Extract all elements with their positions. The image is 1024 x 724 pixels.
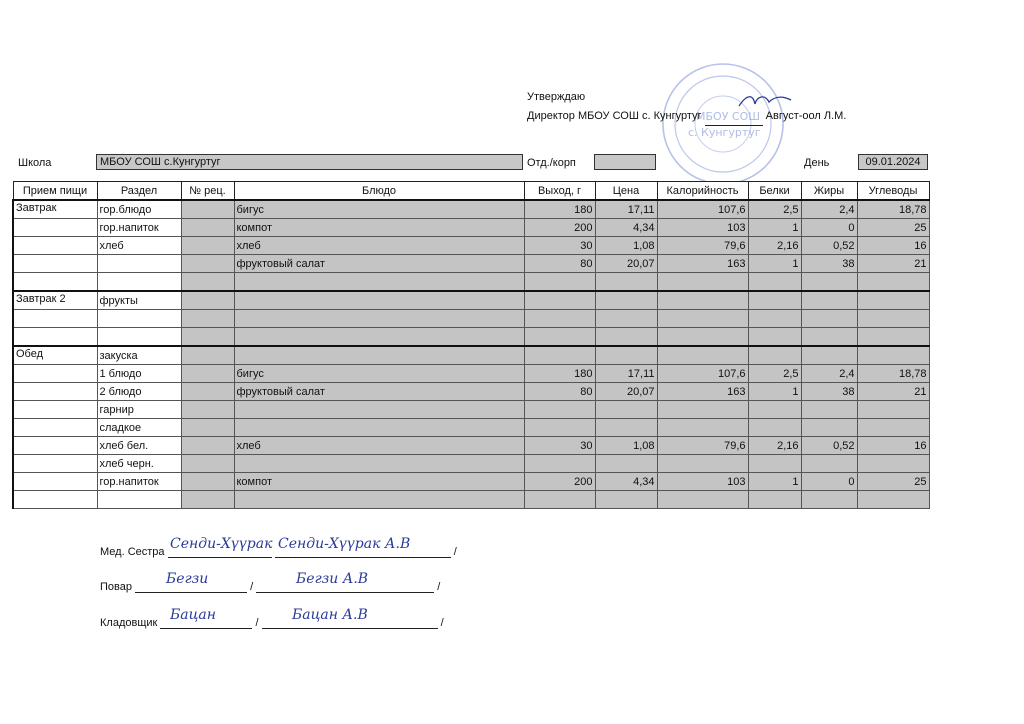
cell-price — [595, 419, 657, 437]
store-signature-handwriting: Бацан — [170, 607, 216, 623]
cell-section: гор.напиток — [97, 473, 181, 491]
table-row — [13, 346, 929, 365]
cell-price: 4,34 — [595, 219, 657, 237]
nurse-signature-handwriting: Сенди-Хүүрак — [170, 536, 273, 552]
cell-dish: фруктовый салат — [234, 383, 524, 401]
cell-cal — [657, 455, 748, 473]
table-row — [13, 255, 929, 273]
cell-rec — [181, 383, 234, 401]
cell-out — [524, 328, 595, 347]
cell-carb: 25 — [857, 219, 929, 237]
cell-dish — [234, 419, 524, 437]
cell-rec — [181, 473, 234, 491]
cell-fat: 38 — [801, 383, 857, 401]
cell-price — [595, 401, 657, 419]
day-label: День — [804, 157, 830, 169]
cell-meal — [13, 419, 97, 437]
cell-out: 30 — [524, 437, 595, 455]
cell-prot: 1 — [748, 255, 801, 273]
cell-price — [595, 291, 657, 310]
approval-block — [527, 88, 846, 126]
cell-cal — [657, 310, 748, 328]
director-signature — [735, 90, 795, 112]
cell-cal — [657, 346, 748, 365]
cell-price: 1,08 — [595, 237, 657, 255]
cell-fat: 38 — [801, 255, 857, 273]
store-name-handwriting: Бацан А.В — [292, 607, 368, 623]
cell-section — [97, 310, 181, 328]
cell-cal: 163 — [657, 255, 748, 273]
cell-dish: хлеб — [234, 237, 524, 255]
cell-out — [524, 401, 595, 419]
cell-price — [595, 273, 657, 292]
cell-rec — [181, 419, 234, 437]
cell-out: 30 — [524, 237, 595, 255]
cell-out: 180 — [524, 200, 595, 219]
table-row — [13, 491, 929, 509]
cell-price: 17,11 — [595, 200, 657, 219]
director-signature-line — [705, 111, 763, 126]
cell-prot: 2,16 — [748, 437, 801, 455]
cell-carb — [857, 291, 929, 310]
cell-cal — [657, 401, 748, 419]
svg-text:с. Кунгуртуг: с. Кунгуртуг — [688, 126, 761, 139]
cell-section — [97, 255, 181, 273]
separator: / — [255, 617, 259, 629]
cell-prot: 2,16 — [748, 237, 801, 255]
separator: / — [437, 581, 441, 593]
table-header-row — [13, 182, 929, 201]
store-signature-row — [100, 614, 444, 629]
menu-table — [12, 181, 930, 509]
cell-out — [524, 310, 595, 328]
column-header: Выход, г — [524, 182, 595, 201]
cell-fat — [801, 273, 857, 292]
cell-rec — [181, 291, 234, 310]
approval-director-name: Август-оол Л.М. — [765, 110, 847, 122]
cell-price: 17,11 — [595, 365, 657, 383]
cell-carb — [857, 419, 929, 437]
cell-section: хлеб бел. — [97, 437, 181, 455]
cell-cal — [657, 273, 748, 292]
cell-rec — [181, 437, 234, 455]
cell-meal: Обед — [13, 346, 97, 365]
cell-cal — [657, 491, 748, 509]
cell-fat — [801, 491, 857, 509]
cell-price: 1,08 — [595, 437, 657, 455]
cell-meal — [13, 383, 97, 401]
cell-carb — [857, 273, 929, 292]
cell-carb: 16 — [857, 237, 929, 255]
cell-dish: компот — [234, 219, 524, 237]
store-label: Кладовщик — [100, 617, 158, 629]
cell-prot — [748, 491, 801, 509]
dept-field[interactable] — [594, 154, 656, 170]
cell-meal — [13, 273, 97, 292]
cook-label: Повар — [100, 581, 132, 593]
cell-rec — [181, 255, 234, 273]
cell-section: фрукты — [97, 291, 181, 310]
cell-fat — [801, 310, 857, 328]
cell-dish: хлеб — [234, 437, 524, 455]
column-header: Раздел — [97, 182, 181, 201]
dept-label: Отд./корп — [527, 157, 576, 169]
cell-out — [524, 491, 595, 509]
table-row — [13, 291, 929, 310]
cell-prot: 1 — [748, 473, 801, 491]
cell-section: гор.блюдо — [97, 200, 181, 219]
cell-cal: 103 — [657, 219, 748, 237]
cell-carb — [857, 455, 929, 473]
cell-prot: 1 — [748, 383, 801, 401]
cell-prot — [748, 419, 801, 437]
cell-meal — [13, 255, 97, 273]
table-row — [13, 328, 929, 347]
day-field[interactable]: 09.01.2024 — [858, 154, 928, 170]
approval-director — [527, 107, 846, 126]
cell-rec — [181, 310, 234, 328]
cell-carb: 16 — [857, 437, 929, 455]
cell-fat — [801, 346, 857, 365]
cell-meal — [13, 237, 97, 255]
cell-section: хлеб — [97, 237, 181, 255]
cell-dish — [234, 401, 524, 419]
cell-meal — [13, 437, 97, 455]
cook-name-handwriting: Бегзи А.В — [296, 571, 369, 587]
nurse-name-handwriting: Сенди-Хүүрак А.В — [278, 536, 411, 552]
cell-section: хлеб черн. — [97, 455, 181, 473]
cell-out: 180 — [524, 365, 595, 383]
cell-prot: 1 — [748, 219, 801, 237]
cell-section: сладкое — [97, 419, 181, 437]
cell-fat — [801, 291, 857, 310]
cell-rec — [181, 455, 234, 473]
cell-price: 4,34 — [595, 473, 657, 491]
cell-carb — [857, 310, 929, 328]
column-header: Жиры — [801, 182, 857, 201]
cell-dish: компот — [234, 473, 524, 491]
cell-fat: 0,52 — [801, 237, 857, 255]
cell-cal: 107,6 — [657, 200, 748, 219]
cell-carb: 21 — [857, 255, 929, 273]
cell-out — [524, 291, 595, 310]
cell-fat — [801, 401, 857, 419]
cell-meal — [13, 219, 97, 237]
cell-dish — [234, 328, 524, 347]
cell-dish — [234, 491, 524, 509]
cell-cal — [657, 328, 748, 347]
cell-price — [595, 328, 657, 347]
column-header: Цена — [595, 182, 657, 201]
approval-director-title: Директор МБОУ СОШ с. Кунгуртуг — [527, 110, 702, 122]
cell-out — [524, 346, 595, 365]
cell-rec — [181, 273, 234, 292]
cell-price: 20,07 — [595, 383, 657, 401]
cell-out: 200 — [524, 219, 595, 237]
cell-meal — [13, 401, 97, 419]
table-row — [13, 219, 929, 237]
cell-cal: 79,6 — [657, 437, 748, 455]
table-row — [13, 383, 929, 401]
cell-dish — [234, 310, 524, 328]
cell-prot — [748, 310, 801, 328]
cell-prot: 2,5 — [748, 200, 801, 219]
cell-prot — [748, 346, 801, 365]
svg-text:МБОУ СОШ: МБОУ СОШ — [696, 110, 760, 123]
cell-carb — [857, 401, 929, 419]
cell-cal — [657, 291, 748, 310]
cook-signature-handwriting: Бегзи — [166, 571, 209, 587]
cell-meal — [13, 455, 97, 473]
table-row — [13, 310, 929, 328]
separator: / — [250, 581, 254, 593]
cell-fat: 2,4 — [801, 365, 857, 383]
table-row — [13, 419, 929, 437]
table-row — [13, 237, 929, 255]
cell-section — [97, 273, 181, 292]
cell-cal: 163 — [657, 383, 748, 401]
separator: / — [453, 546, 457, 558]
cell-out: 80 — [524, 383, 595, 401]
separator: / — [440, 617, 444, 629]
column-header: Калорийность — [657, 182, 748, 201]
column-header: № рец. — [181, 182, 234, 201]
menu-table-body — [13, 182, 929, 509]
cell-prot — [748, 328, 801, 347]
cell-out: 80 — [524, 255, 595, 273]
cell-meal — [13, 310, 97, 328]
cell-cal — [657, 419, 748, 437]
cell-carb — [857, 346, 929, 365]
cell-prot — [748, 273, 801, 292]
cell-meal — [13, 491, 97, 509]
column-header: Блюдо — [234, 182, 524, 201]
table-row — [13, 200, 929, 219]
cell-fat: 0,52 — [801, 437, 857, 455]
cell-section: гор.напиток — [97, 219, 181, 237]
cell-carb: 18,78 — [857, 200, 929, 219]
table-row — [13, 365, 929, 383]
cook-signature-row — [100, 578, 440, 593]
cell-dish: бигус — [234, 365, 524, 383]
cell-section: закуска — [97, 346, 181, 365]
cell-carb: 18,78 — [857, 365, 929, 383]
cell-rec — [181, 491, 234, 509]
cell-fat — [801, 419, 857, 437]
cell-rec — [181, 365, 234, 383]
cell-prot: 2,5 — [748, 365, 801, 383]
cell-section: гарнир — [97, 401, 181, 419]
cell-fat — [801, 328, 857, 347]
cell-out — [524, 273, 595, 292]
cell-price — [595, 310, 657, 328]
cell-price — [595, 491, 657, 509]
cell-out — [524, 455, 595, 473]
table-row — [13, 473, 929, 491]
cell-carb — [857, 328, 929, 347]
cell-dish — [234, 346, 524, 365]
cell-meal — [13, 328, 97, 347]
cell-dish — [234, 455, 524, 473]
cell-meal: Завтрак — [13, 200, 97, 219]
cell-carb: 21 — [857, 383, 929, 401]
cell-section: 2 блюдо — [97, 383, 181, 401]
cell-meal — [13, 473, 97, 491]
cell-dish — [234, 273, 524, 292]
cell-rec — [181, 219, 234, 237]
cell-rec — [181, 328, 234, 347]
cell-rec — [181, 401, 234, 419]
cell-fat — [801, 455, 857, 473]
school-field[interactable]: МБОУ СОШ с.Кунгуртуг — [96, 154, 523, 170]
cell-carb — [857, 491, 929, 509]
cell-meal — [13, 365, 97, 383]
cell-out — [524, 419, 595, 437]
cell-dish: бигус — [234, 200, 524, 219]
table-row — [13, 401, 929, 419]
column-header: Белки — [748, 182, 801, 201]
cell-section — [97, 491, 181, 509]
nurse-label: Мед. Сестра — [100, 546, 165, 558]
cell-prot — [748, 455, 801, 473]
table-row — [13, 273, 929, 292]
cell-cal: 79,6 — [657, 237, 748, 255]
approval-title: Утверждаю — [527, 91, 586, 103]
cell-price — [595, 455, 657, 473]
cell-rec — [181, 346, 234, 365]
cell-dish — [234, 291, 524, 310]
cell-prot — [748, 291, 801, 310]
cell-carb: 25 — [857, 473, 929, 491]
cell-prot — [748, 401, 801, 419]
cell-fat: 0 — [801, 219, 857, 237]
cell-cal: 107,6 — [657, 365, 748, 383]
school-label: Школа — [18, 157, 52, 169]
cell-meal: Завтрак 2 — [13, 291, 97, 310]
cell-dish: фруктовый салат — [234, 255, 524, 273]
table-row — [13, 437, 929, 455]
cell-price: 20,07 — [595, 255, 657, 273]
cell-price — [595, 346, 657, 365]
column-header: Прием пищи — [13, 182, 97, 201]
cell-rec — [181, 200, 234, 219]
cell-fat: 0 — [801, 473, 857, 491]
cell-section: 1 блюдо — [97, 365, 181, 383]
column-header: Углеводы — [857, 182, 929, 201]
cell-out: 200 — [524, 473, 595, 491]
cell-section — [97, 328, 181, 347]
table-row — [13, 455, 929, 473]
cell-rec — [181, 237, 234, 255]
cell-fat: 2,4 — [801, 200, 857, 219]
cell-cal: 103 — [657, 473, 748, 491]
